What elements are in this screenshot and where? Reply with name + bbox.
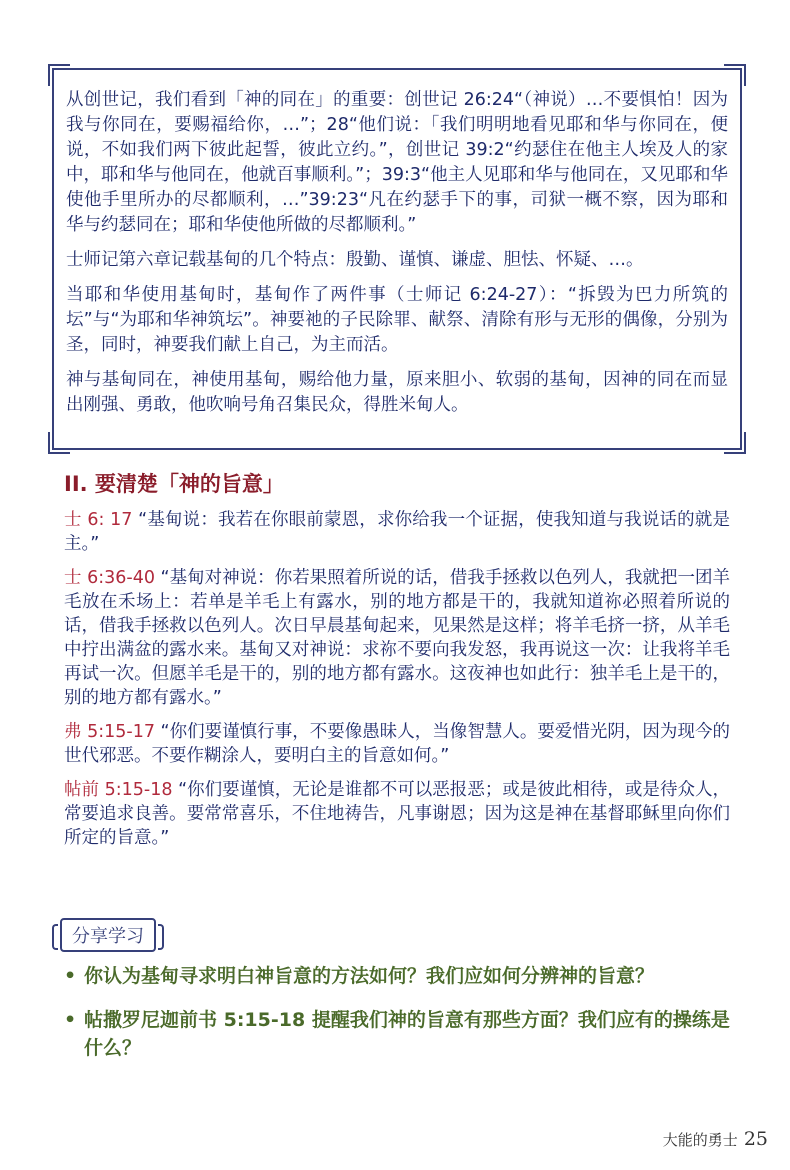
verse-reference: 士 6: 17 — [64, 510, 133, 530]
verse-text: “你们要谨慎行事，不要像愚昧人，当像智慧人。要爱惜光阴，因为现今的世代邪恶。不要作糊涂人，要明白主的旨意如何。” — [64, 722, 730, 766]
page-footer — [663, 1128, 768, 1150]
frame-corner-ornament — [724, 64, 746, 86]
box-paragraph: 从创世记，我们看到「神的同在」的重要：创世记 26:24“（神说）…不要惧怕！因为我与你同在，要赐福给你，…”；28“他们说：「我们明明地看见耶和华与你同在，便说，不如我们两下彼此起誓，彼此立约。”，创世记 39:2“约瑟住在他主人埃及人的家中，耶和华与他同在，他就百事顺利。”；39:3“他主人见耶和华与他同在，又见耶和华使他手里所办的尽都顺利，…”39:23“凡在约瑟手下的事，司狱一概不察，因为耶和华与约瑟同在；耶和华使他所做的尽都顺利。” — [66, 90, 728, 235]
section-title: II. 要清楚「神的旨意」 — [64, 472, 284, 496]
box-paragraph: 当耶和华使用基甸时，基甸作了两件事（士师记 6:24-27）：“拆毁为巴力所筑的坛”与“为耶和华神筑坛”。神要祂的子民除罪、献祭、清除有形与无形的偶像，分别为圣，同时，神要我们献上自己，为主而活。 — [66, 285, 728, 355]
verse — [64, 566, 730, 710]
share-study-tag: 分享学习 — [60, 918, 156, 952]
verse — [64, 778, 730, 850]
verse-text: “你们要谨慎，无论是谁都不可以恶报恶；或是彼此相待，或是待众人，常要追求良善。要常常喜乐，不住地祷告，凡事谢恩；因为这是神在基督耶稣里向你们所定的旨意。” — [64, 780, 730, 848]
question-list — [64, 962, 734, 1078]
frame-corner-ornament — [48, 64, 70, 86]
bullet-icon: • — [64, 1009, 77, 1031]
page-number: 25 — [743, 1128, 768, 1150]
question-text: 你认为基甸寻求明白神旨意的方法如何？我们应如何分辨神的旨意？ — [84, 965, 655, 987]
bullet-icon: • — [64, 965, 77, 987]
book-title: 大能的勇士 — [662, 1131, 738, 1149]
question-item — [64, 1006, 734, 1062]
verse-reference: 弗 5:15-17 — [64, 722, 155, 742]
question-text: 帖撒罗尼迦前书 5:15-18 提醒我们神的旨意有那些方面？我们应有的操练是什么？ — [84, 1009, 730, 1059]
note-box — [52, 68, 742, 450]
question-item — [64, 962, 734, 990]
verse-reference: 帖前 5:15-18 — [64, 780, 173, 800]
box-paragraph: 士师记第六章记载基甸的几个特点：殷勤、谨慎、谦虚、胆怯、怀疑、…。 — [66, 250, 644, 270]
verse-text: “基甸对神说：你若果照着所说的话，借我手拯救以色列人，我就把一团羊毛放在禾场上：若单是羊毛上有露水，别的地方都是干的，我就知道祢必照着所说的话，借我手拯救以色列人。次日早晨基甸起来，见果然是这样；将羊毛挤一挤，从羊毛中拧出满盆的露水来。基甸又对神说：求祢不要向我发怒，我再说这一次：让我将羊毛再试一次。但愿羊毛是干的，别的地方都有露水。这夜神也如此行：独羊毛上是干的，别的地方都有露水。” — [64, 568, 730, 708]
verse — [64, 508, 730, 556]
frame-corner-ornament — [48, 432, 70, 454]
verse-list — [64, 508, 730, 860]
verse-text: “基甸说：我若在你眼前蒙恩，求你给我一个证据，使我知道与我说话的就是主。” — [64, 510, 730, 554]
box-paragraph: 神与基甸同在，神使用基甸，赐给他力量，原来胆小、软弱的基甸，因神的同在而显出刚强、勇敢，他吹响号角召集民众，得胜米甸人。 — [66, 370, 728, 415]
verse — [64, 720, 730, 768]
frame-corner-ornament — [724, 432, 746, 454]
verse-reference: 士 6:36-40 — [64, 568, 155, 588]
